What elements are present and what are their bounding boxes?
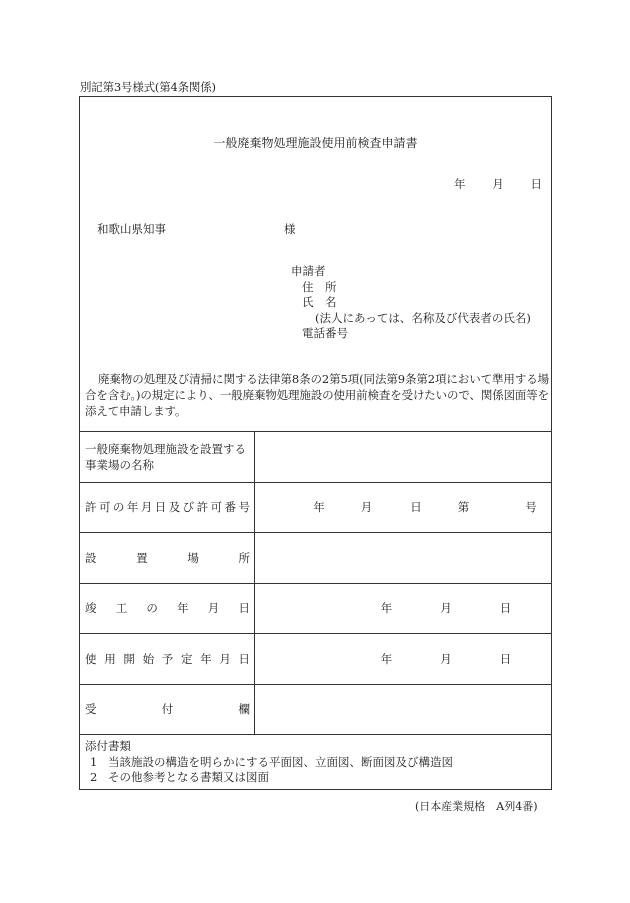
permit-month-label: 月 — [360, 500, 373, 515]
attachment-text: その他参考となる書類又は図面 — [108, 770, 269, 785]
applicant-heading: 申請者 — [291, 264, 326, 278]
start-day-label: 日 — [499, 651, 512, 666]
label-glyph: 年 — [177, 601, 189, 616]
label-glyph: 日 — [154, 500, 167, 515]
label-glyph: 用 — [104, 651, 116, 666]
permit-number-prefix: 第 — [457, 500, 470, 515]
label-glyph: 置 — [136, 550, 148, 565]
label-glyph: 竣 — [85, 601, 97, 616]
start-date-value — [255, 634, 552, 685]
permit-number-suffix: 号 — [525, 500, 537, 515]
form-identifier: 別記第3号様式(第4条関係) — [80, 80, 216, 94]
attachments-section — [85, 739, 453, 786]
label-glyph: 欄 — [238, 702, 250, 717]
label-glyph: 場 — [187, 550, 199, 565]
table-row — [80, 634, 552, 685]
label-glyph: 受 — [85, 702, 97, 717]
completion-date-label — [80, 583, 255, 634]
applicant-name-label: 氏 名 — [302, 295, 337, 310]
label-glyph: 日 — [238, 651, 250, 666]
label-glyph: 使 — [85, 651, 97, 666]
application-form — [79, 96, 552, 790]
application-fields-table — [79, 431, 552, 735]
reception-label — [80, 684, 255, 735]
list-item — [85, 770, 453, 786]
attachments-heading: 添付書類 — [85, 739, 131, 753]
facility-name-value — [255, 432, 552, 483]
label-glyph: 可 — [98, 500, 111, 515]
permit-year-label: 年 — [313, 500, 325, 515]
spread-label — [85, 550, 250, 566]
spread-label — [85, 499, 250, 515]
table-row — [80, 583, 552, 634]
attachment-number: 1 — [90, 754, 98, 769]
start-date-label — [80, 634, 255, 685]
honorific: 様 — [284, 222, 296, 236]
table-row — [80, 684, 552, 735]
label-glyph: 可 — [210, 500, 223, 515]
label-glyph: 開 — [123, 651, 135, 666]
label-glyph: 設 — [85, 550, 97, 565]
label-glyph: 日 — [238, 601, 250, 616]
completion-day-label: 日 — [499, 601, 512, 616]
label-glyph: 号 — [238, 500, 250, 515]
label-glyph: 月 — [207, 601, 220, 616]
location-label — [80, 533, 255, 584]
permit-day-label: 日 — [410, 500, 422, 515]
application-statement: 廃棄物の処理及び清掃に関する法律第8条の2第5項(同法第9条第2項において準用する場合を含む。)の規定により、一般廃棄物処理施設の使用前検査を受けたいので、関係図面等を添えて申請します。 — [85, 372, 549, 418]
table-row — [80, 533, 552, 584]
applicant-phone-label: 電話番号 — [302, 326, 348, 341]
date-month-label: 月 — [492, 177, 504, 191]
label-glyph: 年 — [126, 500, 139, 515]
label-glyph: の — [112, 500, 125, 515]
label-glyph: 番 — [224, 500, 237, 515]
table-row — [80, 432, 552, 483]
label-glyph: 許 — [85, 500, 97, 515]
label-glyph: 月 — [219, 651, 231, 666]
date-year-label: 年 — [454, 177, 466, 191]
attachment-number: 2 — [90, 770, 98, 785]
permit-date-label — [80, 482, 255, 533]
applicant-block — [291, 264, 531, 342]
addressee: 和歌山県知事 — [97, 222, 166, 236]
label-glyph: 工 — [115, 601, 128, 616]
label-glyph: 年 — [200, 651, 212, 666]
attachment-text: 当該施設の構造を明らかにする平面図、立面図、断面図及び構造図 — [108, 754, 453, 769]
label-glyph: 月 — [140, 500, 153, 515]
label-glyph: 付 — [161, 702, 174, 717]
completion-year-label: 年 — [380, 601, 393, 616]
label-glyph: 定 — [180, 651, 193, 666]
reception-value — [255, 684, 552, 735]
paper-size-note: (日本産業規格 A列4番) — [415, 800, 538, 813]
label-glyph: び — [182, 500, 195, 515]
spread-label — [85, 651, 250, 667]
label-glyph: 及 — [168, 500, 181, 515]
table-row — [80, 482, 552, 533]
completion-date-value — [255, 583, 552, 634]
start-year-label: 年 — [380, 651, 393, 666]
completion-month-label: 月 — [440, 601, 452, 616]
spread-label — [85, 600, 250, 616]
list-item — [85, 755, 453, 771]
location-value — [255, 533, 552, 584]
permit-date-value — [255, 482, 552, 533]
application-date — [454, 176, 542, 192]
date-day-label: 日 — [530, 177, 542, 191]
label-glyph: の — [146, 601, 158, 616]
label-glyph: 許 — [196, 500, 209, 515]
applicant-name-note: (法人にあっては、名称及び代表者の氏名) — [315, 310, 531, 325]
start-month-label: 月 — [440, 651, 452, 666]
facility-name-label: 一般廃棄物処理施設を設置する事業場の名称 — [80, 432, 255, 483]
document-title: 一般廃棄物処理施設使用前検査申請書 — [213, 136, 418, 150]
label-glyph: 所 — [238, 550, 250, 565]
label-glyph: 始 — [142, 651, 155, 666]
applicant-address-label: 住 所 — [302, 279, 337, 294]
spread-label — [85, 701, 250, 717]
label-glyph: 予 — [161, 651, 174, 666]
